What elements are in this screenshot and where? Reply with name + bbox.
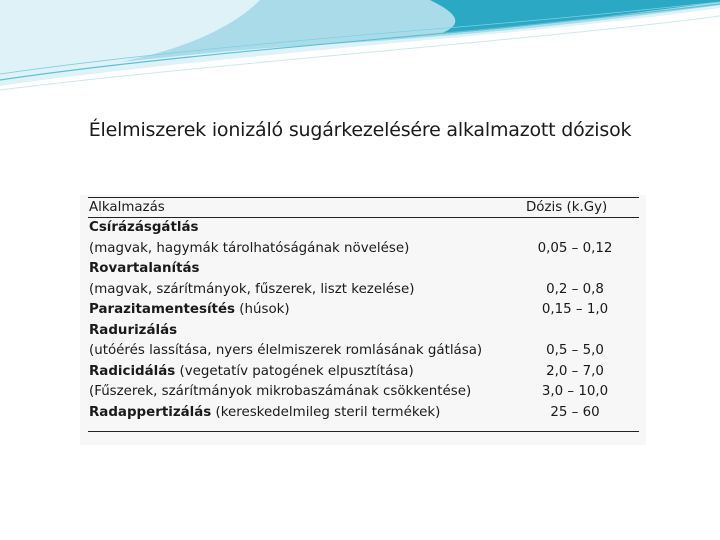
row-application-text: (utóérés lassítása, nyers élelmiszerek romlásának gátlása) (89, 343, 483, 358)
table-row (89, 341, 482, 361)
row-dose: 0,5 – 5,0 (546, 343, 604, 358)
table-row (89, 239, 409, 259)
row-application-text: (magvak, hagymák tárolhatóságának növelése) (89, 240, 410, 256)
table-row (89, 280, 414, 300)
row-application-bold: Parazitamentesítés (89, 302, 236, 317)
row-dose: 3,0 – 10,0 (541, 384, 609, 399)
row-application-bold: Rovartalanítás (89, 261, 200, 276)
table-row (89, 259, 199, 279)
row-application-text: (Fűszerek, szárítmányok mikrobaszámának csökkentése) (89, 384, 472, 399)
row-dose: 0,2 – 0,8 (546, 281, 604, 297)
header-dose: Dózis (k.Gy) (526, 200, 608, 215)
row-dose: 25 – 60 (550, 404, 600, 420)
row-dose: 0,05 – 0,12 (537, 240, 613, 256)
row-application-bold: Radurizálás (89, 322, 178, 338)
table-bottom-rule (88, 431, 639, 432)
row-application-text: (magvak, szárítmányok, fűszerek, liszt kezelése) (89, 281, 415, 297)
row-application-bold: Csírázásgátlás (89, 220, 199, 235)
table-row (89, 300, 290, 320)
slide-title: Élelmiszerek ionizáló sugárkezelésére alkalmazott dózisok (88, 119, 632, 141)
row-dose: 0,15 – 1,0 (541, 302, 609, 317)
table-row (89, 218, 198, 238)
table-row (89, 382, 471, 402)
row-application-bold: Radappertizálás (89, 404, 212, 420)
table-row (89, 362, 414, 382)
header-application: Alkalmazás (89, 200, 165, 215)
row-dose: 2,0 – 7,0 (546, 363, 604, 379)
table-row (89, 321, 177, 341)
header-wave-decoration (0, 0, 720, 100)
row-application-text: (húsok) (235, 302, 290, 317)
row-application-text: (kereskedelmileg steril termékek) (211, 404, 441, 420)
row-application-bold: Radicidálás (89, 363, 176, 379)
row-application-text: (vegetatív patogének elpusztítása) (175, 363, 414, 379)
table-row (89, 403, 440, 423)
